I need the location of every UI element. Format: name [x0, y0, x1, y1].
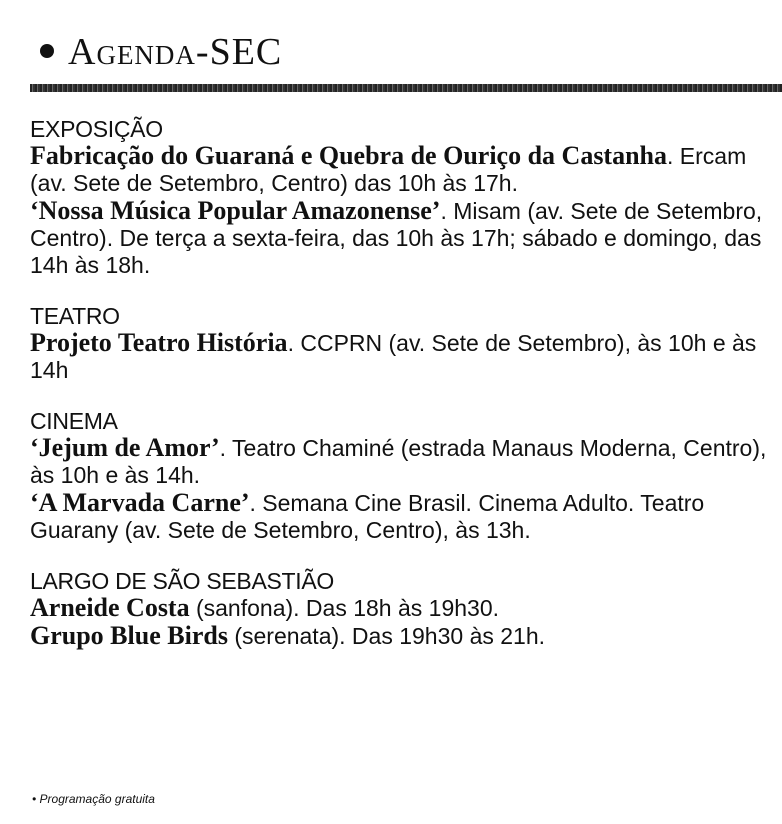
entry-name: ‘A Marvada Carne’	[30, 488, 250, 517]
section-heading: EXPOSIÇÃO	[30, 116, 163, 142]
section-exposicao	[30, 116, 770, 279]
entry-name: Arneide Costa	[30, 593, 190, 622]
footnote: • Programação gratuita	[32, 792, 155, 806]
page-title: Agenda-SEC	[68, 31, 283, 73]
agenda-entry	[30, 594, 770, 622]
agenda-entry	[30, 197, 770, 279]
agenda-entry	[30, 142, 770, 197]
entry-details: . Misam (av. Sete de Setembro, Centro). De terça a sexta-feira, das 10h às 17h; sábado e domingo, das 14h às 18h.	[30, 198, 763, 278]
entry-name: ‘Nossa Música Popular Amazonense’	[30, 196, 441, 225]
entry-name: ‘Jejum de Amor’	[30, 433, 220, 462]
bullet-icon	[40, 44, 54, 58]
section-heading: TEATRO	[30, 303, 120, 329]
section-heading: LARGO DE SÃO SEBASTIÃO	[30, 568, 334, 594]
entry-name: Grupo Blue Birds	[30, 621, 228, 650]
agenda-content	[30, 116, 770, 674]
entry-name: Projeto Teatro História	[30, 328, 288, 357]
section-teatro	[30, 303, 770, 384]
section-heading: CINEMA	[30, 408, 118, 434]
entry-details: . CCPRN (av. Sete de Setembro), às 10h e às 14h	[30, 330, 757, 383]
agenda-entry	[30, 622, 770, 650]
agenda-entry	[30, 329, 770, 384]
entry-details: . Semana Cine Brasil. Cinema Adulto. Teatro Guarany (av. Sete de Setembro, Centro), às 13h.	[30, 490, 705, 543]
entry-details: (sanfona). Das 18h às 19h30.	[189, 595, 500, 621]
section-cinema	[30, 408, 770, 544]
entry-details: . Ercam (av. Sete de Setembro, Centro) das 10h às 17h.	[30, 143, 747, 196]
entry-name: Fabricação do Guaraná e Quebra de Ouriço da Castanha	[30, 141, 668, 170]
entry-details: (serenata). Das 19h30 às 21h.	[227, 623, 546, 649]
section-largo	[30, 568, 770, 650]
header-divider	[30, 84, 782, 92]
agenda-entry	[30, 489, 770, 544]
page-header	[40, 30, 282, 80]
agenda-entry	[30, 434, 770, 489]
entry-details: . Teatro Chaminé (estrada Manaus Moderna, Centro), às 10h e às 14h.	[30, 435, 767, 488]
